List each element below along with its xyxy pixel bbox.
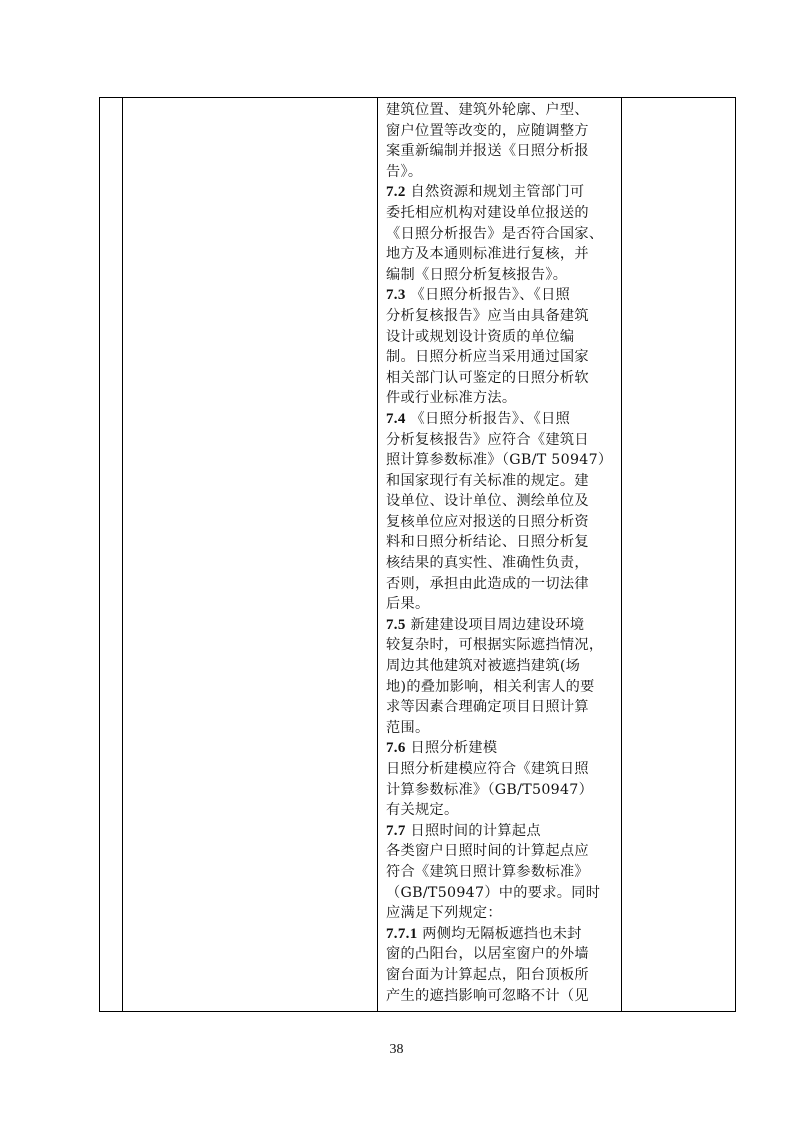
- page-number: 38: [389, 1042, 404, 1057]
- text-line: [386, 388, 618, 409]
- text-line: [386, 100, 618, 121]
- clause-text: 自然资源和规划主管部门可: [405, 184, 585, 201]
- table-column-divider: [122, 98, 123, 1011]
- clause-text: 《日照分析报告》、《日照: [405, 287, 571, 304]
- clause-text: 有关规定。: [386, 802, 459, 819]
- clause-text: 《日照分析报告》是否符合国家、: [386, 225, 604, 242]
- clause-number: 7.4: [386, 410, 406, 427]
- text-line: [386, 615, 618, 636]
- text-line: [386, 471, 618, 492]
- clause-text: 案重新编制并报送《日照分析报: [386, 143, 589, 160]
- text-line: [386, 141, 618, 162]
- text-line: [386, 574, 618, 595]
- clause-text: 件或行业标准方法。: [386, 390, 517, 407]
- clause-text: 地)的叠加影响，相关利害人的要: [386, 678, 595, 695]
- text-line: [386, 780, 618, 801]
- text-line: [386, 368, 618, 389]
- clause-text: 两侧均无隔板遮挡也未封: [417, 925, 582, 942]
- clause-text: 《日照分析报告》、《日照: [405, 410, 571, 427]
- clause-number: 7.3: [386, 287, 406, 304]
- table-column-divider: [377, 98, 378, 1011]
- clause-text: 窗的凸阳台，以居室窗户的外墙: [386, 946, 589, 963]
- text-line: [386, 182, 618, 203]
- clause-text: 复核单位应对报送的日照分析资: [386, 513, 589, 530]
- clause-text: 日照时间的计算起点: [405, 822, 541, 839]
- clause-text: 委托相应机构对建设单位报送的: [386, 204, 589, 221]
- clause-text: 分析复核报告》应当由具备建筑: [386, 307, 589, 324]
- clause-number: 7.5: [386, 616, 406, 633]
- text-line: [386, 800, 618, 821]
- clause-text: 料和日照分析结论、日照分析复: [386, 534, 589, 551]
- text-line: [386, 697, 618, 718]
- clause-text: 告》。: [386, 163, 423, 180]
- text-line: [386, 944, 618, 965]
- text-line: [386, 224, 618, 245]
- text-line: [386, 862, 618, 883]
- clause-text: 核结果的真实性、准确性负责，: [386, 555, 589, 572]
- text-line: [386, 635, 618, 656]
- text-line: [386, 821, 618, 842]
- clause-number: 7.7: [386, 822, 406, 839]
- text-line: [386, 883, 618, 904]
- clause-text: 符合《建筑日照计算参数标准》: [386, 863, 589, 880]
- text-line: [386, 450, 618, 471]
- clause-text: 日照分析建模应符合《建筑日照: [386, 761, 589, 777]
- clause-text: 分析复核报告》应符合《建筑日: [386, 431, 589, 448]
- clause-text: 和国家现行有关标准的规定。建: [386, 472, 589, 489]
- clause-text: 范围。: [386, 719, 430, 736]
- text-line: [386, 738, 618, 759]
- text-line: [386, 718, 618, 739]
- text-line: [386, 924, 618, 945]
- clause-text: 窗台面为计算起点，阳台顶板所: [386, 966, 589, 983]
- text-line: [386, 430, 618, 451]
- text-line: [386, 306, 618, 327]
- clause-text: 应满足下列规定：: [386, 905, 502, 922]
- clause-text: 制。日照分析应当采用通过国家: [386, 349, 589, 366]
- text-line: [386, 512, 618, 533]
- text-line: [386, 986, 618, 1007]
- clause-text: 否则，承担由此造成的一切法律: [386, 575, 589, 592]
- clause-text: 各类窗户日照时间的计算起点应: [386, 843, 589, 860]
- clause-text: 日照分析建模: [405, 740, 498, 757]
- text-line: [386, 491, 618, 512]
- text-line: [386, 903, 618, 924]
- clause-text: 编制《日照分析复核报告》。: [386, 266, 568, 283]
- clause-text: 照计算参数标准》（GB/T 50947）: [386, 452, 613, 469]
- text-line: [386, 244, 618, 265]
- clause-text: 周边其他建筑对被遮挡建筑(场: [386, 658, 581, 675]
- text-line: [386, 532, 618, 553]
- clause-text: 设单位、设计单位、测绘单位及: [386, 493, 589, 510]
- clause-text: 设计或规划设计资质的单位编: [386, 328, 575, 345]
- text-line: [386, 203, 618, 224]
- clause-text: （GB/T50947）中的要求。同时: [386, 884, 601, 901]
- text-line: [386, 841, 618, 862]
- text-line: [386, 265, 618, 286]
- text-line: [386, 677, 618, 698]
- text-line: [386, 759, 618, 780]
- text-line: [386, 162, 618, 183]
- clause-text: 求等因素合理确定项目日照计算: [386, 699, 589, 716]
- document-table: [99, 97, 736, 1012]
- clause-text: 新建建设项目周边建设环境: [405, 616, 585, 633]
- text-line: [386, 409, 618, 430]
- clause-text: 后果。: [386, 596, 430, 613]
- clause-number: 7.2: [386, 184, 406, 201]
- text-line: [386, 347, 618, 368]
- text-line: [386, 553, 618, 574]
- text-line: [386, 285, 618, 306]
- clause-text: 建筑位置、建筑外轮廓、户型、: [386, 102, 589, 118]
- clause-text: 窗户位置等改变的，应随调整方: [386, 122, 589, 139]
- text-line: [386, 327, 618, 348]
- table-column-divider: [621, 98, 622, 1011]
- clause-text: 相关部门认可鉴定的日照分析软: [386, 369, 589, 386]
- clause-text: 地方及本通则标准进行复核，并: [386, 246, 589, 263]
- text-line: [386, 594, 618, 615]
- text-line: [386, 121, 618, 142]
- clause-number: 7.7.1: [386, 925, 418, 942]
- clause-text: 产生的遮挡影响可忽略不计（见: [386, 987, 589, 1004]
- clause-number: 7.6: [386, 740, 406, 757]
- clause-text-cell: [386, 100, 618, 1006]
- clause-text: 计算参数标准》（GB/T50947）: [386, 781, 594, 798]
- clause-text: 较复杂时，可根据实际遮挡情况，: [386, 637, 604, 654]
- text-line: [386, 965, 618, 986]
- text-line: [386, 656, 618, 677]
